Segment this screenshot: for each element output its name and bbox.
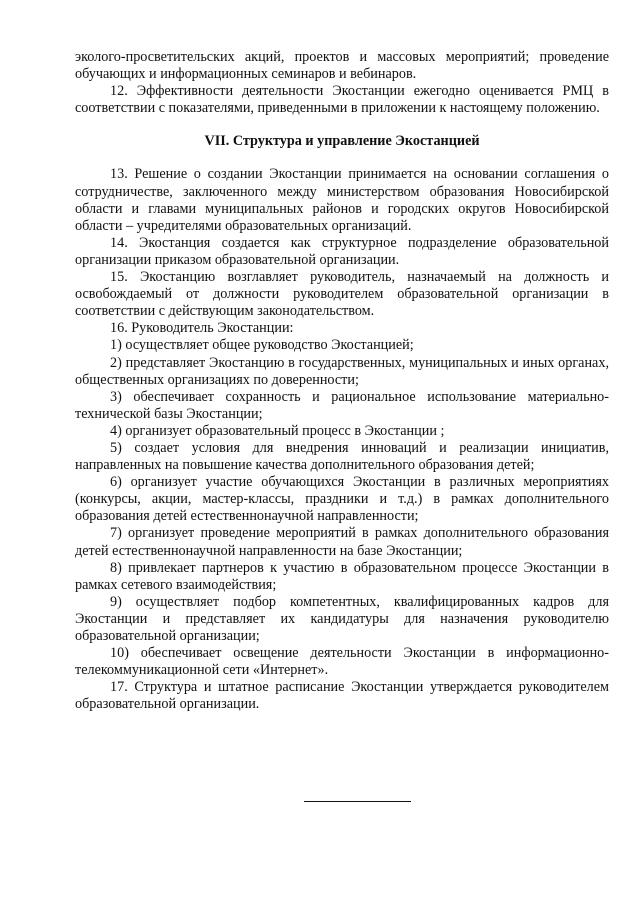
- paragraph-intro: эколого-просветительских акций, проектов и массовых мероприятий; проведение обучающих и информационных семинаров и вебинаров.: [75, 49, 609, 83]
- list-item: 3) обеспечивает сохранность и рациональное использование материально-технической базы Экостанции;: [75, 388, 609, 422]
- list-item: 10) обеспечивает освещение деятельности Экостанции в информационно-телекоммуникационной сети «Интернет».: [75, 645, 609, 679]
- paragraph-14: 14. Экостанция создается как структурное подразделение образовательной организации приказом образовательной организации.: [75, 234, 609, 268]
- section-heading: VII. Структура и управление Экостанцией: [204, 133, 480, 150]
- paragraph-17: 17. Структура и штатное расписание Экостанции утверждается руководителем образовательной организации.: [75, 679, 609, 713]
- end-divider-line: [304, 801, 411, 802]
- paragraph-12: 12. Эффективности деятельности Экостанции ежегодно оценивается РМЦ в соответствии с показателями, приведенными в приложении к настоящему положению.: [75, 83, 609, 117]
- list-item: 5) создает условия для внедрения инноваций и реализации инициатив, направленных на повышение качества дополнительного образования детей;: [75, 439, 609, 474]
- list-item: 1) осуществляет общее руководство Экостанцией;: [110, 337, 414, 354]
- list-item: 2) представляет Экостанцию в государственных, муниципальных и иных органах, общественных организациях по доверенности;: [75, 354, 609, 388]
- paragraph-15: 15. Экостанцию возглавляет руководитель, назначаемый на должность и освобождаемый от должности руководителем образовательной организации в соответствии с действующим законодательством.: [75, 269, 609, 320]
- list-item: 6) организует участие обучающихся Экостанции в различных мероприятиях (конкурсы, акции, мастер-классы, праздники и т.д.) в рамках дополнительного образования детей естественнонаучной направленности;: [75, 474, 609, 525]
- list-item: 7) организует проведение мероприятий в рамках дополнительного образования детей естественнонаучной направленности на базе Экостанции;: [75, 525, 609, 559]
- list-item: 4) организует образовательный процесс в Экостанции ;: [110, 422, 445, 439]
- document-page: [75, 49, 609, 713]
- list-item: 8) привлекает партнеров к участию в образовательном процессе Экостанции в рамках сетевого взаимодействия;: [75, 559, 609, 593]
- list-item: 9) осуществляет подбор компетентных, квалифицированных кадров для Экостанции и представляет их кандидатуры для назначения руководителю образовательной организации;: [75, 593, 609, 644]
- paragraph-16: 16. Руководитель Экостанции:: [110, 320, 294, 337]
- paragraph-13: 13. Решение о создании Экостанции принимается на основании соглашения о сотрудничестве, заключенного между министерством образования Новосибирской области и главами муниципальных районов и городских округов Новосибирской области – учредителями образовательных организаций.: [75, 166, 609, 234]
